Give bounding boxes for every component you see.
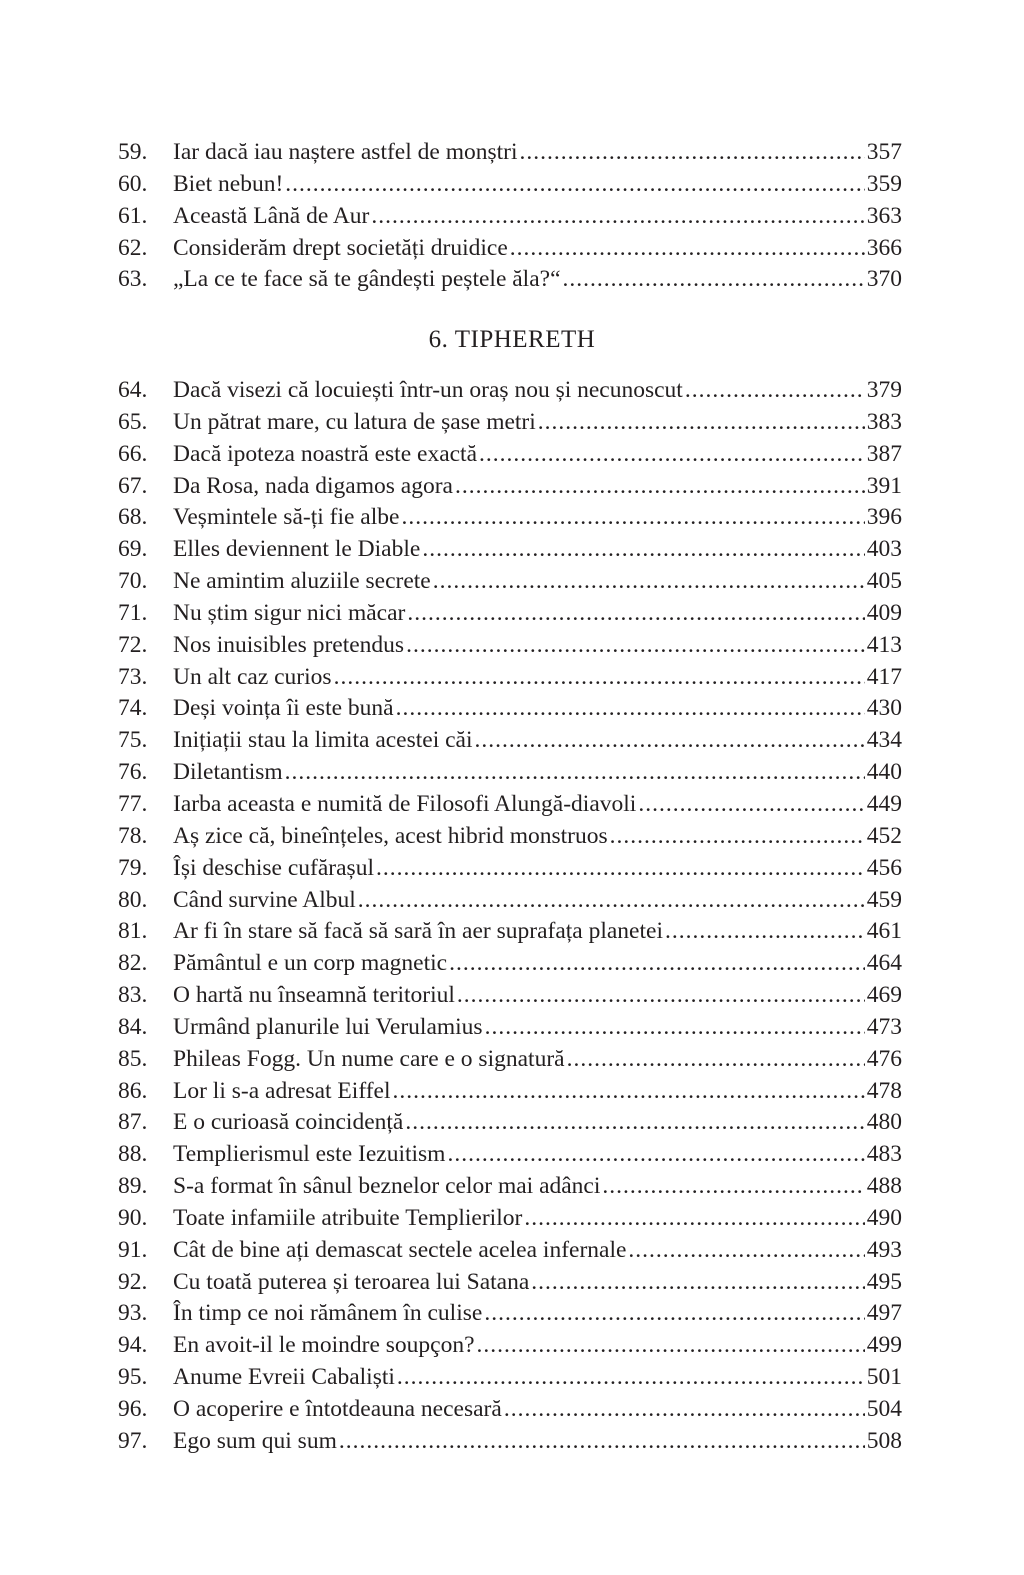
dot-leader [376, 853, 865, 885]
dot-leader [396, 693, 865, 725]
entry-number: 74. [118, 695, 148, 722]
entry-title: Da Rosa, nada digamos agora [173, 472, 453, 499]
entry-number: 92. [118, 1268, 148, 1295]
dot-leader [406, 630, 865, 662]
entry-number: 63. [118, 266, 148, 293]
entry-number: 85. [118, 1045, 148, 1072]
dot-leader [665, 916, 865, 948]
entry-number: 96. [118, 1396, 148, 1422]
entry-title: Nu știm sigur nici măcar [173, 599, 406, 626]
entry-title: Lor li s-a adresat Eiffel [173, 1077, 391, 1104]
entry-title: Templierismul este Iezuitism [173, 1141, 446, 1168]
dot-leader [567, 1044, 865, 1076]
entry-page-number: 417 [866, 663, 902, 690]
entry-number: 80. [118, 886, 148, 913]
toc-entry [118, 439, 902, 471]
entry-page-number: 483 [866, 1141, 902, 1168]
dot-leader [504, 1394, 865, 1426]
entry-title: Iarba aceasta e numită de Filosofi Alungă-diavoli [173, 790, 637, 817]
entry-number: 62. [118, 234, 148, 261]
toc-entry [118, 502, 902, 534]
entry-title: O acoperire e întotdeauna necesară [173, 1396, 502, 1422]
entry-page-number: 363 [866, 202, 902, 229]
dot-leader [422, 534, 864, 566]
dot-leader [358, 885, 865, 917]
toc-entry [118, 598, 902, 630]
entry-page-number: 469 [866, 982, 902, 1009]
entry-page-number: 476 [866, 1045, 902, 1072]
entry-number: 60. [118, 170, 148, 197]
dot-leader [339, 1426, 865, 1458]
entry-number: 76. [118, 759, 148, 786]
entry-title: Biet nebun! [173, 170, 284, 197]
toc-entry [118, 693, 902, 725]
entry-title: Un pătrat mare, cu latura de șase metri [173, 408, 536, 435]
toc-entry [118, 1298, 902, 1330]
dot-leader [407, 598, 864, 630]
entry-number: 94. [118, 1332, 148, 1359]
dot-leader [485, 1012, 865, 1044]
entry-title: Își deschise cufărașul [173, 854, 374, 881]
entry-page-number: 434 [866, 727, 902, 754]
toc-list-previous-section [118, 137, 902, 296]
entry-title: O hartă nu înseamnă teritoriul [173, 982, 455, 1009]
entry-title: Nos inuisibles pretendus [173, 631, 405, 658]
entry-title: Anume Evreii Cabaliști [173, 1364, 395, 1391]
entry-title: Aș zice că, bineînțeles, acest hibrid monstruos [173, 822, 608, 849]
toc-entry [118, 1235, 902, 1267]
entry-page-number: 493 [866, 1236, 902, 1263]
entry-title: S-a format în sânul beznelor celor mai adânci [173, 1173, 601, 1200]
dot-leader [371, 201, 864, 233]
entry-number: 88. [118, 1141, 148, 1168]
entry-title: Iar dacă iau naștere astfel de monștri [173, 139, 518, 165]
dot-leader [602, 1171, 864, 1203]
toc-entry [118, 916, 902, 948]
toc-entry [118, 821, 902, 853]
entry-page-number: 508 [866, 1427, 902, 1454]
toc-entry [118, 1012, 902, 1044]
entry-page-number: 359 [866, 170, 902, 197]
entry-title: Inițiații stau la limita acestei căi [173, 727, 473, 754]
entry-title: En avoit-il le moindre soupçon? [173, 1332, 475, 1359]
toc-entry [118, 630, 902, 662]
dot-leader [447, 1139, 864, 1171]
entry-number: 95. [118, 1364, 148, 1391]
entry-page-number: 413 [866, 631, 902, 658]
dot-leader [484, 1298, 864, 1330]
entry-page-number: 501 [866, 1364, 902, 1391]
entry-page-number: 449 [866, 790, 902, 817]
entry-number: 97. [118, 1427, 148, 1454]
entry-page-number: 464 [866, 950, 902, 977]
entry-page-number: 383 [866, 408, 902, 435]
dot-leader [524, 1203, 864, 1235]
entry-page-number: 459 [866, 886, 902, 913]
entry-page-number: 488 [866, 1173, 902, 1200]
entry-title: E o curioasă coincidență [173, 1109, 404, 1136]
dot-leader [455, 471, 865, 503]
entry-number: 71. [118, 599, 148, 626]
entry-number: 84. [118, 1013, 148, 1040]
entry-number: 93. [118, 1300, 148, 1327]
entry-title: Urmând planurile lui Verulamius [173, 1013, 483, 1040]
toc-entry [118, 1076, 902, 1108]
entry-number: 82. [118, 950, 148, 977]
toc-entry [118, 1330, 902, 1362]
toc-entry [118, 1107, 902, 1139]
toc-entry [118, 1267, 902, 1299]
dot-leader [510, 233, 865, 265]
entry-page-number: 456 [866, 854, 902, 881]
toc-entry [118, 1044, 902, 1076]
entry-title: Pământul e un corp magnetic [173, 950, 448, 977]
entry-number: 86. [118, 1077, 148, 1104]
entry-page-number: 480 [866, 1109, 902, 1136]
entry-page-number: 497 [866, 1300, 902, 1327]
dot-leader [397, 1362, 865, 1394]
entry-page-number: 473 [866, 1013, 902, 1040]
toc-entry [118, 948, 902, 980]
entry-title: Dacă visezi că locuiești într-un oraș nou și necunoscut [173, 377, 683, 403]
toc-entry [118, 201, 902, 233]
toc-entry [118, 662, 902, 694]
toc-entry [118, 885, 902, 917]
entry-number: 75. [118, 727, 148, 754]
entry-page-number: 403 [866, 536, 902, 563]
entry-number: 64. [118, 377, 148, 403]
toc-entry [118, 1426, 902, 1458]
entry-number: 90. [118, 1204, 148, 1231]
entry-number: 89. [118, 1173, 148, 1200]
toc-entry [118, 264, 902, 296]
entry-title: Ne amintim aluziile secrete [173, 568, 431, 595]
entry-number: 65. [118, 408, 148, 435]
entry-page-number: 396 [866, 504, 902, 531]
entry-page-number: 490 [866, 1204, 902, 1231]
entry-number: 91. [118, 1236, 148, 1263]
entry-number: 67. [118, 472, 148, 499]
dot-leader [334, 662, 865, 694]
dot-leader [685, 375, 865, 407]
toc-entry [118, 375, 902, 407]
entry-number: 83. [118, 982, 148, 1009]
entry-page-number: 409 [866, 599, 902, 626]
toc-entry [118, 757, 902, 789]
dot-leader [563, 264, 865, 296]
entry-title: Un alt caz curios [173, 663, 332, 690]
entry-number: 68. [118, 504, 148, 531]
toc-entry [118, 233, 902, 265]
entry-number: 70. [118, 568, 148, 595]
entry-number: 59. [118, 139, 148, 165]
toc-entry [118, 1139, 902, 1171]
entry-page-number: 379 [866, 377, 902, 403]
entry-number: 77. [118, 790, 148, 817]
toc-entry [118, 980, 902, 1012]
toc-entry [118, 853, 902, 885]
entry-number: 78. [118, 822, 148, 849]
entry-number: 79. [118, 854, 148, 881]
entry-page-number: 430 [866, 695, 902, 722]
dot-leader [475, 725, 865, 757]
toc-entry [118, 1171, 902, 1203]
entry-title: Când survine Albul [173, 886, 356, 913]
entry-number: 81. [118, 918, 148, 945]
entry-number: 61. [118, 202, 148, 229]
entry-number: 69. [118, 536, 148, 563]
dot-leader [477, 1330, 865, 1362]
dot-leader [433, 566, 865, 598]
entry-page-number: 504 [866, 1396, 902, 1422]
entry-title: Deși voința îi este bună [173, 695, 394, 722]
entry-title: Toate infamiile atribuite Templierilor [173, 1204, 523, 1231]
entry-title: În timp ce noi rămânem în culise [173, 1300, 483, 1327]
entry-number: 72. [118, 631, 148, 658]
toc-entry [118, 169, 902, 201]
entry-title: Această Lână de Aur [173, 202, 370, 229]
entry-title: „La ce te face să te gândești peștele ăla?“ [173, 266, 561, 293]
entry-page-number: 387 [866, 440, 902, 467]
dot-leader [457, 980, 865, 1012]
toc-entry [118, 1203, 902, 1235]
toc-entry [118, 725, 902, 757]
entry-page-number: 495 [866, 1268, 902, 1295]
section-heading: 6. TIPHERETH [428, 326, 596, 353]
entry-number: 66. [118, 440, 148, 467]
entry-number: 87. [118, 1109, 148, 1136]
entry-page-number: 366 [866, 234, 902, 261]
dot-leader [285, 169, 864, 201]
toc-entry [118, 407, 902, 439]
entry-title: Dacă ipoteza noastră este exactă [173, 440, 478, 467]
entry-title: Ar fi în stare să facă să sară în aer suprafața planetei [173, 918, 663, 945]
toc-entry [118, 534, 902, 566]
entry-page-number: 357 [866, 139, 902, 165]
dot-leader [405, 1107, 864, 1139]
entry-title: Cât de bine ați demascat sectele acelea infernale [173, 1236, 627, 1263]
toc-entry [118, 566, 902, 598]
entry-page-number: 370 [866, 266, 902, 293]
dot-leader [638, 789, 864, 821]
dot-leader [401, 502, 864, 534]
dot-leader [538, 407, 865, 439]
entry-title: Veșmintele să-ți fie albe [173, 504, 400, 531]
dot-leader [628, 1235, 864, 1267]
toc-entry [118, 789, 902, 821]
dot-leader [285, 757, 865, 789]
entry-title: Cu toată puterea și teroarea lui Satana [173, 1268, 530, 1295]
entry-page-number: 391 [866, 472, 902, 499]
toc-list-tiphereth [118, 375, 902, 1458]
dot-leader [531, 1267, 864, 1299]
entry-number: 73. [118, 663, 148, 690]
entry-title: Phileas Fogg. Un nume care e o signatură [173, 1045, 565, 1072]
entry-title: Ego sum qui sum [173, 1427, 337, 1454]
dot-leader [610, 821, 865, 853]
dot-leader [449, 948, 865, 980]
entry-page-number: 452 [866, 822, 902, 849]
toc-entry [118, 1394, 902, 1426]
dot-leader [393, 1076, 865, 1108]
dot-leader [479, 439, 865, 471]
entry-title: Considerăm drept societăți druidice [173, 234, 508, 261]
entry-page-number: 461 [866, 918, 902, 945]
entry-page-number: 499 [866, 1332, 902, 1359]
toc-entry [118, 137, 902, 169]
dot-leader [520, 137, 865, 169]
toc-entry [118, 471, 902, 503]
entry-title: Elles deviennent le Diable [173, 536, 421, 563]
entry-page-number: 478 [866, 1077, 902, 1104]
toc-entry [118, 1362, 902, 1394]
entry-page-number: 405 [866, 568, 902, 595]
entry-title: Diletantism [173, 759, 283, 786]
entry-page-number: 440 [866, 759, 902, 786]
